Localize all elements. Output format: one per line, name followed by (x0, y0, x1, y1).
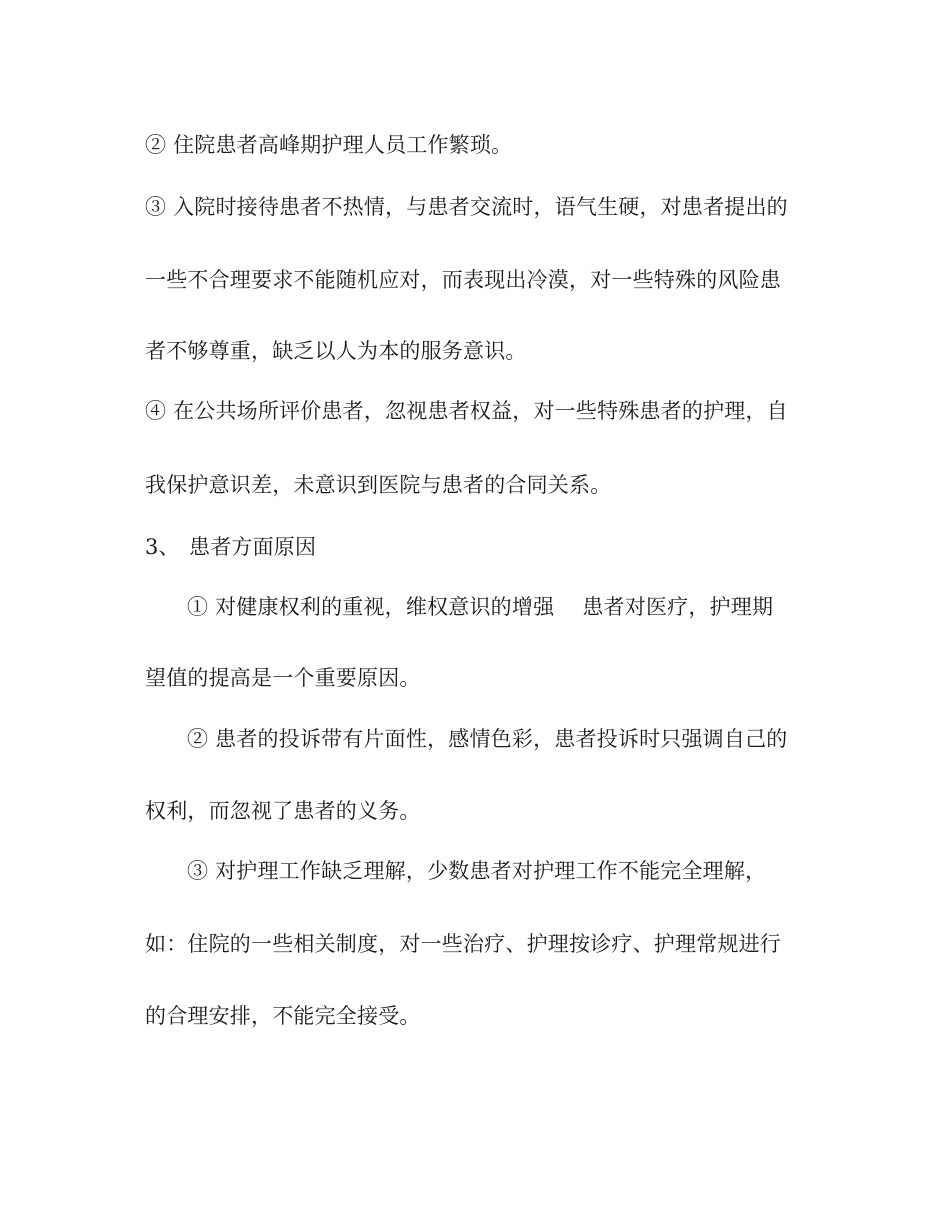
section-number: 3、 (145, 535, 180, 559)
paragraph-line: 望值的提高是一个重要原因。 (145, 666, 421, 690)
paragraph-line: 一些不合理要求不能随机应对，而表现出冷漠，对一些特殊的风险患 (145, 268, 781, 292)
paragraph-line: ② 住院患者高峰期护理人员工作繁琐。 (145, 133, 513, 157)
paragraph-line: 我保护意识差，未意识到医院与患者的合同关系。 (145, 473, 612, 497)
paragraph-line: 者不够尊重，缺乏以人为本的服务意识。 (145, 339, 527, 363)
paragraph-line: 如：住院的一些相关制度，对一些治疗、护理按诊疗、护理常规进行 (145, 932, 781, 956)
paragraph-line: 权利，而忽视了患者的义务。 (145, 799, 421, 823)
section-title: 患者方面原因 (189, 535, 317, 559)
paragraph-line: ① 对健康权利的重视，维权意识的增强 患者对医疗，护理期 (187, 595, 774, 619)
section-heading (145, 532, 805, 562)
paragraph-line: 的合理安排，不能完全接受。 (145, 1004, 421, 1028)
paragraph-line: ③ 入院时接待患者不热情，与患者交流时，语气生硬，对患者提出的 (145, 195, 788, 219)
paragraph-line: ③ 对护理工作缺乏理解，少数患者对护理工作不能完全理解， (187, 859, 767, 883)
paragraph-line: ④ 在公共场所评价患者，忽视患者权益，对一些特殊患者的护理，自 (145, 399, 788, 423)
paragraph-line: ② 患者的投诉带有片面性，感情色彩，患者投诉时只强调自己的 (187, 727, 788, 751)
